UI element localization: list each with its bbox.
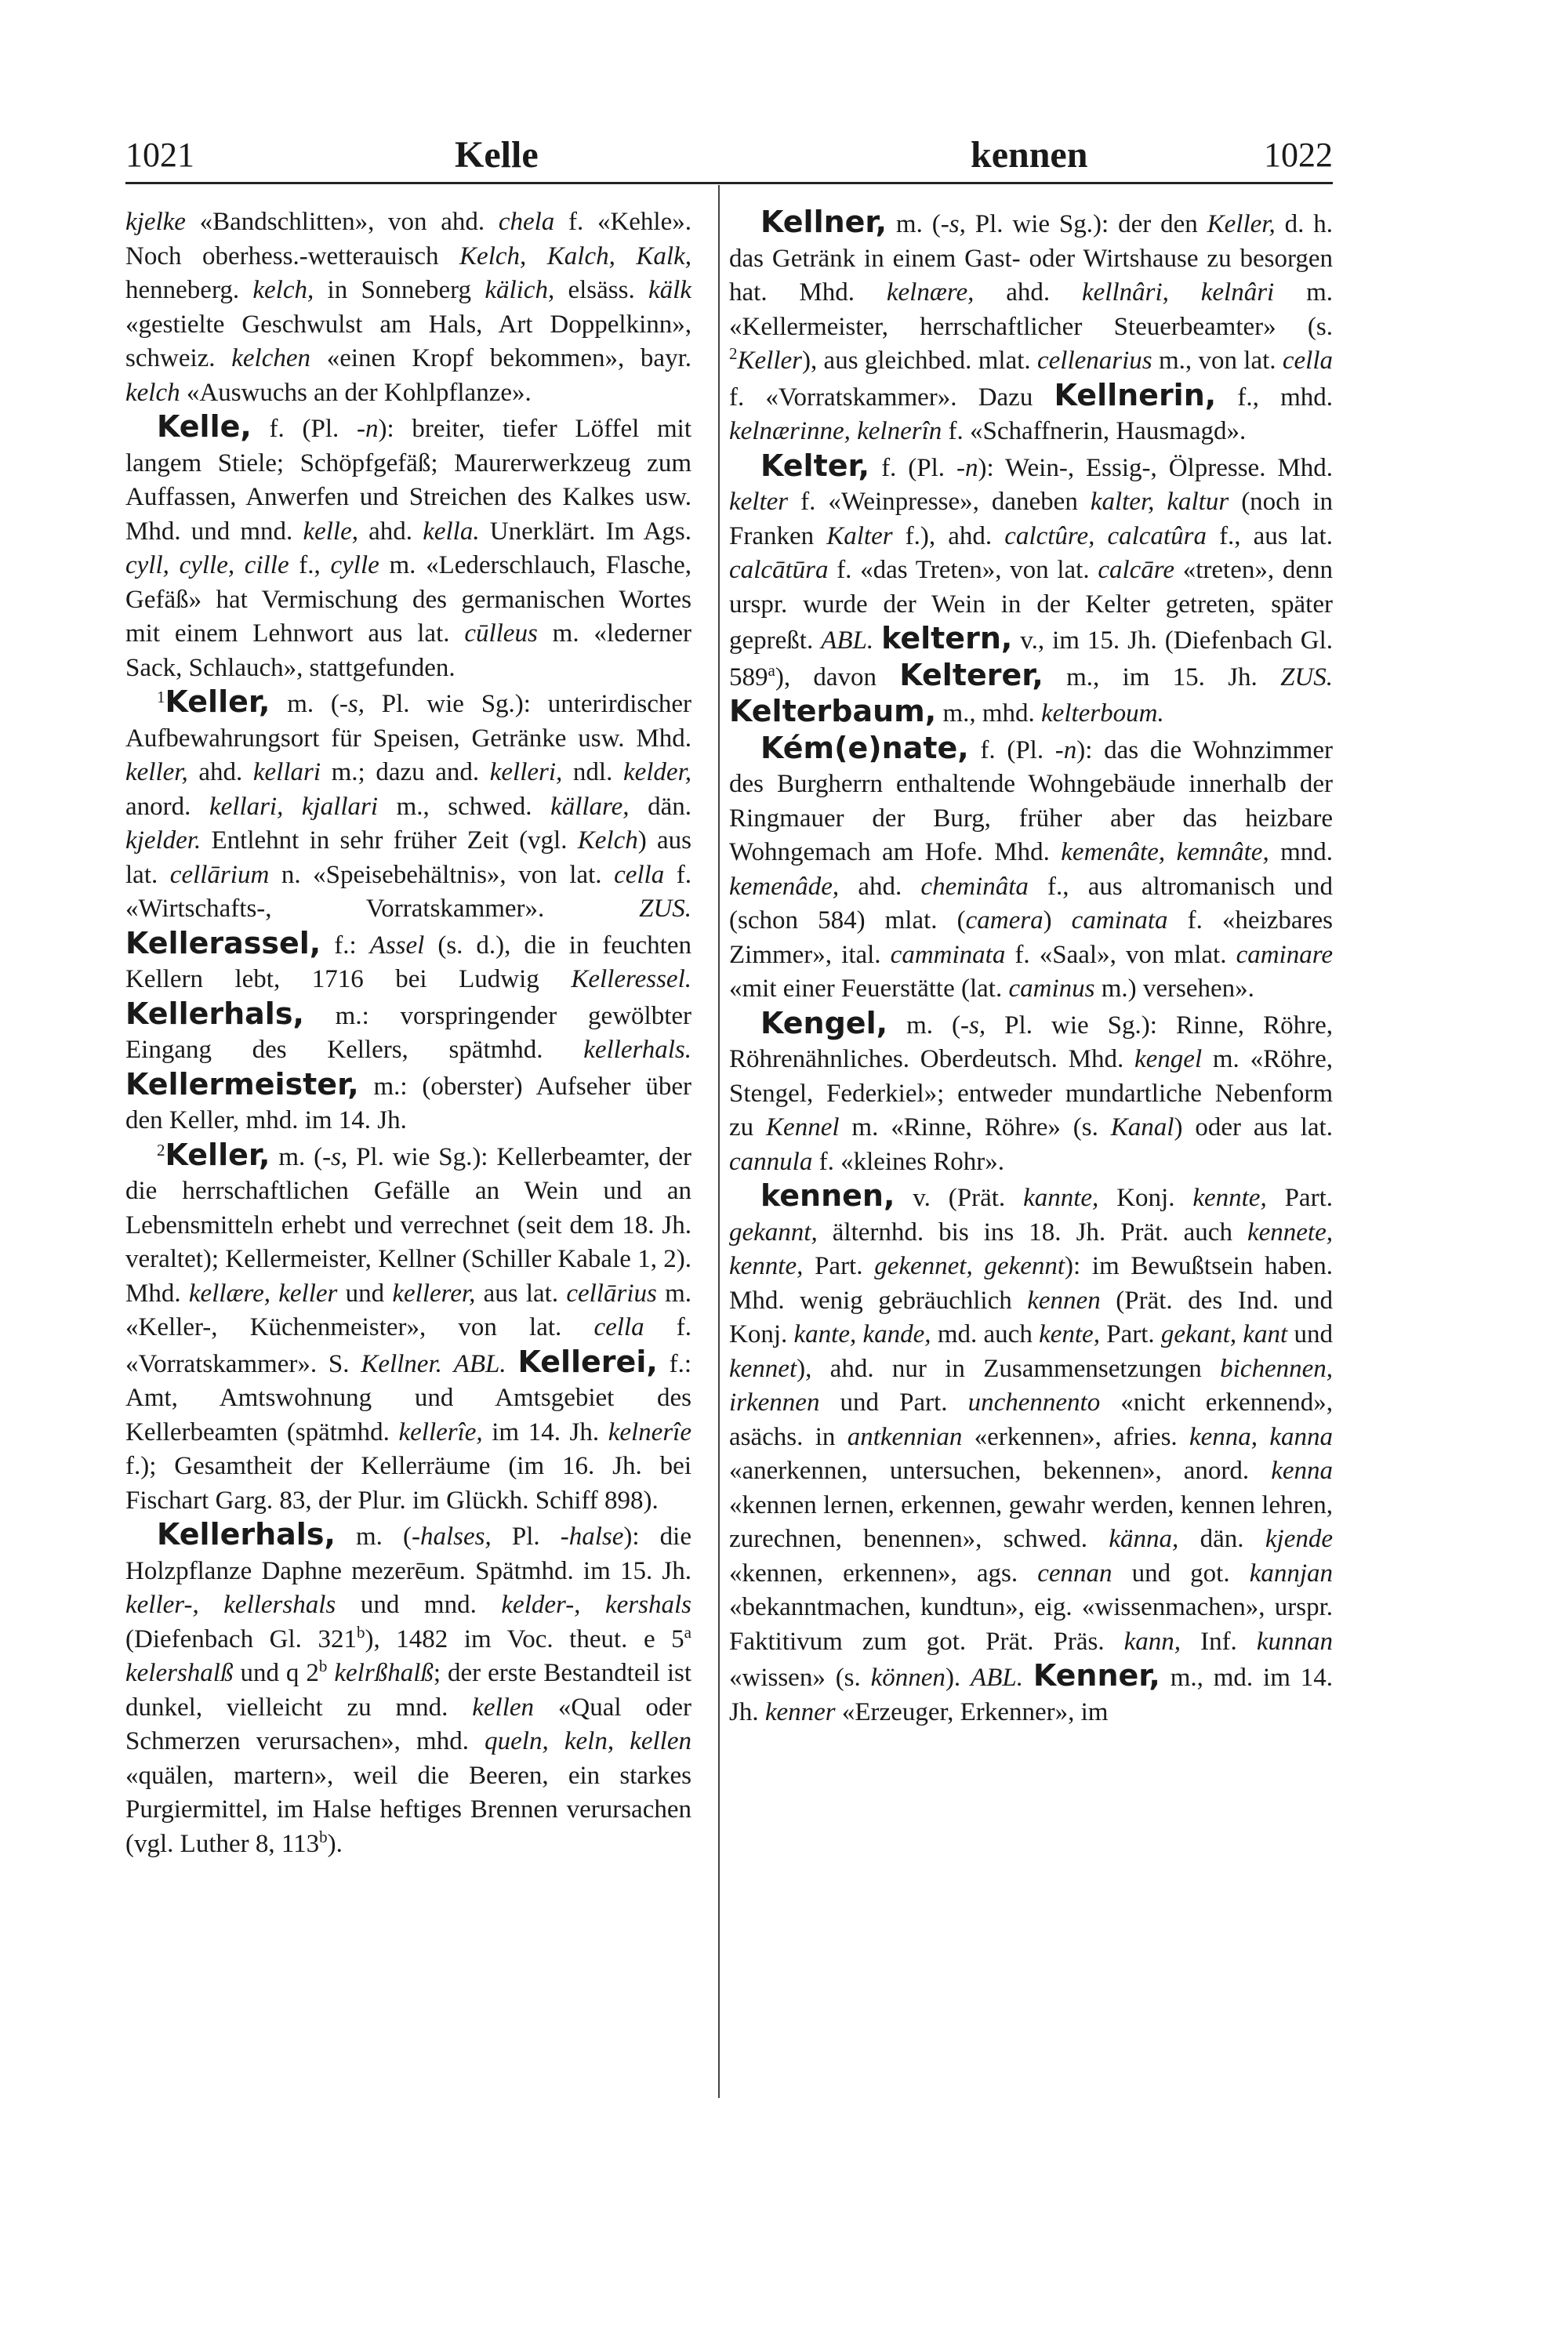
right-column [729,205,1333,1730]
dictionary-entry: kjelke «Bandschlitten», von ahd. chela f. «Kehle». Noch oberhess.-wetterauisch Kelch, Kalch, Kalk, henneberg. kelch, in Sonneberg kälich, elsäss. kälk «gestielte Geschwulst am Hals, Art Doppelkinn», schweiz. kelchen «einen Kropf bekommen», bayr. kelch «Auswuchs an der Kohlpflanze». [125,208,691,407]
dictionary-entry: $^2$Keller, m. (-s, Pl. wie Sg.): Kellerbeamter, der die herrschaftlichen Gefälle an Wein und an Lebensmitteln erhebt und verrechnet (seit dem 18. Jh. veraltet); Kellermeister, Kellner (Schiller Kabale 1, 2). Mhd. kellære, keller und kellerer, aus lat. cellārius m. «Keller-, Küchenmeister», von lat. cella f. «Vorratskammer». S. Kellner. ABL. Kellerei, f.: Amt, Amtswohnung und Amtsgebiet des Kellerbeamten (spätmhd. kellerîe, im 14. Jh. kelnerîe f.); Gesamtheit der Kellerräume (im 16. Jh. bei Fischart Garg. 83, der Plur. im Glückh. Schiff 898). [125,1137,691,1515]
dictionary-entry: Kellerhals, m. (-halses, Pl. -halse): die Holzpflanze Daphne mezerēum. Spätmhd. im 15. Jh. keller-, kellershals und mnd. kelder-, kershals (Diefenbach Gl. 321$^b$), 1482 im Voc. theut. e 5$^a$ kelershalß und q 2$^b$ kelrßhalß; der erste Bestandteil ist dunkel, vielleicht zu mnd. kellen «Qual oder Schmerzen verursachen», mhd. queln, keln, kellen «quälen, martern», weil die Beeren, ein starkes Purgiermittel, im Halse heftiges Brennen verursachen (vgl. Luther 8, 113$^b$). [125,1517,691,1858]
left-column [125,205,691,1861]
running-header [125,133,1333,180]
dictionary-entry: Kellner, m. (-s, Pl. wie Sg.): der den Keller, d. h. das Getränk in einem Gast- oder Wirtshause zu besorgen hat. Mhd. kelnære, ahd. kellnâri, kelnâri m. «Kellermeister, herrschaftlicher Steuerbeamter» (s. $^2$Keller), aus gleichbed. mlat. cellenarius m., von lat. cella f. «Vorratskammer». Dazu Kellnerin, f., mhd. kelnærinne, kelnerîn f. «Schaffnerin, Hausmagd». [729,205,1333,445]
dictionary-entry: Kelle, f. (Pl. -n): breiter, tiefer Löffel mit langem Stiele; Schöpfgefäß; Maurerwerkzeug zum Auffassen, Anwerfen und Streichen des Kalkes usw. Mhd. und mnd. kelle, ahd. kella. Unerklärt. Im Ags. cyll, cylle, cille f., cylle m. «Lederschlauch, Flasche, Gefäß» hat Vermischung des germanischen Wortes mit einem Lehnwort aus lat. cūlleus m. «lederner Sack, Schlauch», stattgefunden. [125,409,691,682]
catchword-left: Kelle [455,134,539,176]
catchword-right: kennen [971,134,1088,176]
column-divider [718,185,720,2098]
dictionary-entry: Kengel, m. (-s, Pl. wie Sg.): Rinne, Röhre, Röhrenähnliches. Oberdeutsch. Mhd. kengel m. «Röhre, Stengel, Federkiel»; entweder mundartliche Nebenform zu Kennel m. «Rinne, Röhre» (s. Kanal) oder aus lat. cannula f. «kleines Rohr». [729,1005,1333,1176]
dictionary-entry: kennen, v. (Prät. kannte, Konj. kennte, Part. gekannt, älternhd. bis ins 18. Jh. Prät. auch kennete, kennte, Part. gekennet, gekennt): im Bewußtsein haben. Mhd. wenig gebräuchlich kennen (Prät. des Ind. und Konj. kante, kande, md. auch kente, Part. gekant, kant und kennet), ahd. nur in Zusammensetzungen bichennen, irkennen und Part. unchennento «nicht erkennend», asächs. in antkennian «erkennen», afries. kenna, kanna «anerkennen, untersuchen, bekennen», anord. kenna «kennen lernen, erkennen, gewahr werden, kennen lehren, zurechnen, benennen», schwed. känna, dän. kjende «kennen, erkennen», ags. cennan und got. kannjan «bekanntmachen, kundtun», eig. «wissenmachen», urspr. Faktitivum zum got. Prät. Präs. kann, Inf. kunnan «wissen» (s. können). ABL. Kenner, m., md. im 14. Jh. kenner «Erzeuger, Erkenner», im [729,1178,1333,1726]
dictionary-entry: Kém(e)nate, f. (Pl. -n): das die Wohnzimmer des Burgherrn enthaltende Wohngebäude innerhalb der Ringmauer der Burg, früher aber das heizbare Wohngemach am Hofe. Mhd. kemenâte, kemnâte, mnd. kemenâde, ahd. cheminâta f., aus altromanisch und (schon 584) mlat. (camera) caminata f. «heizbares Zimmer», ital. camminata f. «Saal», von mlat. caminare «mit einer Feuerstätte (lat. caminus m.) versehen». [729,730,1333,1003]
dictionary-entry: $^1$Keller, m. (-s, Pl. wie Sg.): unterirdischer Aufbewahrungsort für Speisen, Getränke usw. Mhd. keller, ahd. kellari m.; dazu and. kelleri, ndl. kelder, anord. kellari, kjallari m., schwed. källare, dän. kjelder. Entlehnt in sehr früher Zeit (vgl. Kelch) aus lat. cellārium n. «Speisebehältnis», von lat. cella f. «Wirtschafts-, Vorratskammer». ZUS. Kellerassel, f.: Assel (s. d.), die in feuchten Kellern lebt, 1716 bei Ludwig Kelleressel. Kellerhals, m.: vorspringender gewölbter Eingang des Kellers, spätmhd. kellerhals. Kellermeister, m.: (oberster) Aufseher über den Keller, mhd. im 14. Jh. [125,684,691,1134]
dictionary-entry: Kelter, f. (Pl. -n): Wein-, Essig-, Ölpresse. Mhd. kelter f. «Weinpresse», daneben kalter, kaltur (noch in Franken Kalter f.), ahd. calctûre, calcatûra f., aus lat. calcātūra f. «das Treten», von lat. calcāre «treten», denn urspr. wurde der Wein in der Kelter getreten, später gepreßt. ABL. keltern, v., im 15. Jh. (Diefenbach Gl. 589$^a$), davon Kelterer, m., im 15. Jh. ZUS. Kelterbaum, m., mhd. kelterboum. [729,448,1333,728]
header-rule [125,182,1333,184]
page-number-left: 1021 [125,136,194,174]
page-number-right: 1022 [1264,136,1333,174]
